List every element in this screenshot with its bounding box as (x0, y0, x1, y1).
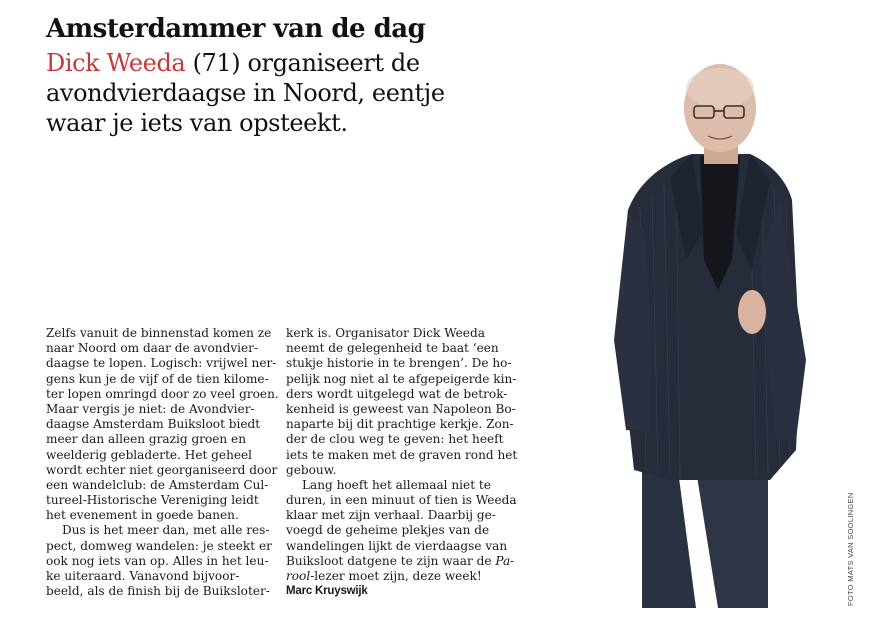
body-line-text: Buiksloot datgene te zijn waar de (286, 553, 492, 568)
body-line: ders wordt uitgelegd wat de betrok- (286, 386, 508, 401)
body-line: klaar met zijn verhaal. Daarbij ge- (286, 508, 496, 523)
hair (686, 68, 754, 108)
body-line-text: -lezer moet zijn, deze week! (310, 569, 482, 583)
body-line: der de clou weg te geven: het heeft (286, 432, 504, 447)
body-line: kenheid is geweest van Napoleon Bo- (286, 401, 516, 416)
paper-name-italic: rool (286, 569, 311, 583)
body-line: pelijk nog niet al te afgepeigerde kin- (286, 371, 517, 386)
body-line: stukje historie in te brengen’. De ho- (286, 356, 512, 371)
headline-age: (71) (192, 49, 241, 77)
hand (738, 290, 766, 334)
author-byline: Marc Kruyswijk (286, 585, 368, 598)
body-line: Zelfs vanuit de binnenstad komen ze (46, 326, 272, 340)
body-line: het evenement in goede banen. (46, 508, 239, 523)
body-line: meer dan alleen grazig groen en (46, 432, 246, 447)
body-line: Maar vergis je niet: de Avondvier- (46, 401, 255, 416)
body-line: wordt echter niet georganiseerd door (46, 462, 278, 477)
body-line: gebouw. (286, 462, 337, 477)
article-kicker: Amsterdammer van de dag (46, 14, 426, 44)
body-line: iets te maken met de graven rond het (286, 447, 518, 462)
paper-name-italic: Pa- (495, 553, 515, 568)
headline-line1-rest: organiseert de (247, 49, 420, 77)
article-column-1 (46, 326, 279, 599)
body-line (286, 554, 514, 569)
body-line: kerk is. Organisator Dick Weeda (286, 326, 485, 340)
body-line: tureel-Historische Vereniging leidt (46, 493, 259, 508)
body-line: beeld, als de finish bij de Buiksloter- (46, 584, 270, 599)
body-line: pect, domweg wandelen: je steekt er (46, 538, 272, 553)
body-line: neemt de gelegenheid te baat ‘een (286, 341, 499, 356)
body-line: weelderig gebladerte. Het geheel (46, 447, 253, 462)
headline-person-name: Dick Weeda (46, 49, 186, 77)
article-column-2 (286, 326, 518, 598)
body-line: daagse te lopen. Logisch: vrijwel ner- (46, 356, 277, 371)
body-line: een wandelclub: de Amsterdam Cul- (46, 477, 269, 492)
body-line: gens kun je de vijf of de tien kilome- (46, 371, 269, 386)
body-line: duren, in een minuut of tien is Weeda (286, 493, 517, 508)
body-line: wandelingen lijkt de vierdaagse van (286, 538, 508, 553)
body-line: ter lopen omringd door zo veel groen. (46, 386, 279, 401)
body-line: daagse Amsterdam Buiksloot biedt (46, 417, 261, 432)
headline-line2: avondvierdaagse in Noord, eentje (46, 79, 445, 107)
body-line: ook nog iets van op. Alles in het leu- (46, 553, 269, 568)
portrait-photo (600, 60, 810, 608)
body-line: ke uiteraard. Vanavond bijvoor- (46, 569, 240, 583)
body-line: naar Noord om daar de avondvier- (46, 341, 259, 356)
trousers (642, 470, 696, 608)
headline-line3: waar je iets van opsteekt. (46, 109, 348, 137)
body-line: Dus is het meer dan, met alle res- (62, 523, 270, 538)
body-line (286, 569, 514, 584)
body-line: naparte bij dit prachtige kerkje. Zon- (286, 417, 514, 432)
body-line: Lang hoeft het allemaal niet te (302, 477, 491, 492)
body-line: voegd de geheime plekjes van de (286, 523, 490, 538)
photo-credit: FOTO MATS VAN SOOLINGEN (846, 492, 855, 606)
article-headline (46, 48, 526, 138)
trousers (696, 465, 768, 608)
